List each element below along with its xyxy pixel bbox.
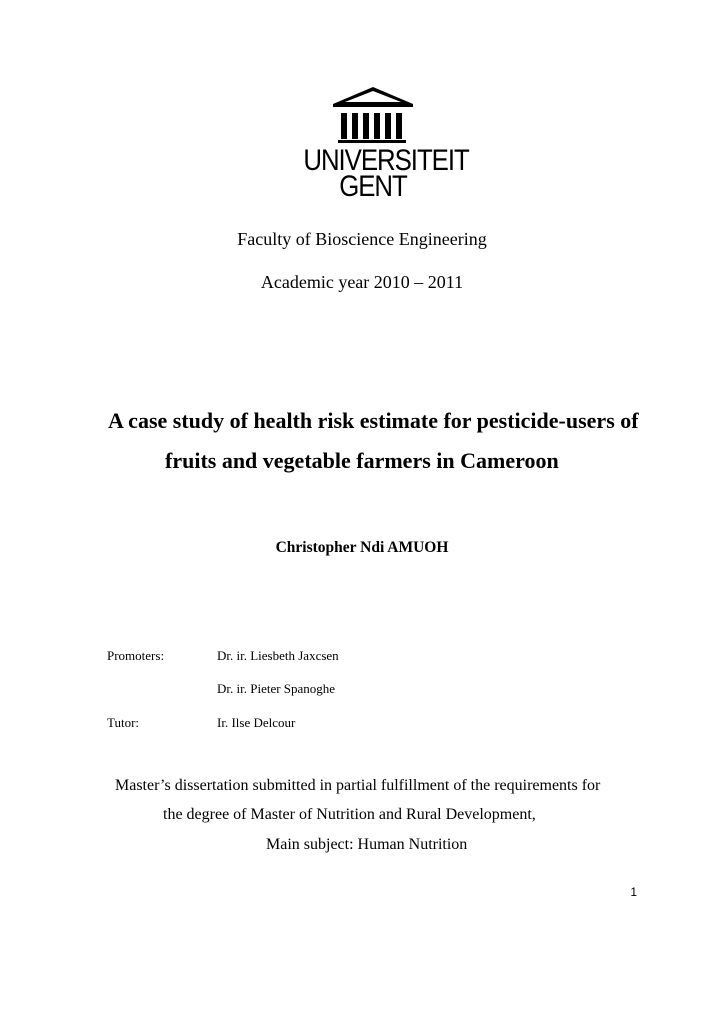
dissertation-statement-line3: Main subject: Human Nutrition — [266, 836, 468, 853]
tutor-name: Ir. Ilse Delcour — [217, 715, 296, 730]
promoters-label: Promoters: — [107, 648, 165, 663]
logo-text-line1: UNIVERSITEIT — [303, 144, 469, 177]
promoter-1: Dr. ir. Liesbeth Jaxcsen — [217, 648, 339, 663]
dissertation-statement-line2: the degree of Master of Nutrition and Rural Development, — [163, 806, 536, 823]
page-number: 1 — [630, 885, 637, 899]
academic-year: Academic year 2010 – 2011 — [260, 272, 464, 292]
promoter-2: Dr. ir. Pieter Spanoghe — [217, 681, 336, 696]
faculty-name: Faculty of Bioscience Engineering — [237, 229, 487, 249]
thesis-title-line2: fruits and vegetable farmers in Cameroon — [165, 448, 559, 473]
tutor-label: Tutor: — [107, 715, 140, 730]
dissertation-statement-line1: Master’s dissertation submitted in partial fulfillment of the requirements for — [115, 777, 601, 794]
university-logo — [292, 84, 469, 203]
temple-icon — [292, 84, 454, 146]
logo-text-line2: GENT — [339, 170, 407, 203]
thesis-title-line1: A case study of health risk estimate for pesticide-users of — [108, 408, 639, 433]
author-name: Christopher Ndi AMUOH — [275, 539, 449, 556]
